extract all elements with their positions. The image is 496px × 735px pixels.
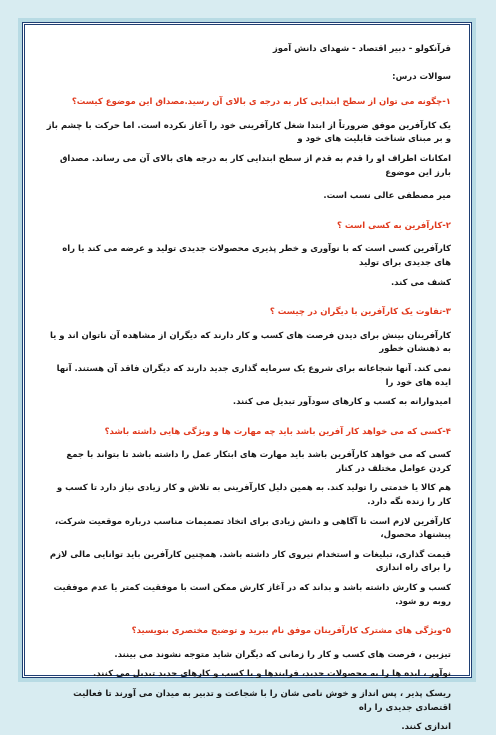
document-content — [43, 43, 451, 733]
answer-4-line-4: قیمت گذاری، تبلیغات و استخدام نیروی کار داشته باشد. همچنین کارآفرین باید توانایی مالی لازم را برای راه اندازی — [49, 549, 451, 574]
answer-3-line-3: امیدوارانه به کسب و کارهای سودآور تبدیل می کنند. — [232, 397, 451, 408]
answer-4-line-5: کسب و کارش داشته باشد و بداند که در آغاز کارش ممکن است با موفقیت کمتر یا عدم موفقیت روبه رو شود. — [53, 583, 451, 607]
answer-1-line-1: یک کارآفرین موفق ضرورتاً از ابتدا شغل کارآفرینی خود را آغاز نکرده است. اما حرکت با چشم باز و بر مبنای شناخت قابلیت های خود و — [46, 120, 451, 145]
question-4: ۴-کسی که می خواهد کار آفرین باشد باید چه مهارت ها و ویژگی هایی داشته باشد؟ — [104, 426, 451, 437]
answer-3-line-2: نمی کند. آنها شجاعانه برای شروع یک سرمایه گذاری جدید دارند که دیگران فاقد آن هستند. آنها ایده های خود را — [56, 363, 451, 388]
answer-2-line-1: کارآفرین کسی است که با نوآوری و خطر پذیری محصولات جدیدی تولید و عرضه می کند یا راه های جدیدی برای تولید — [62, 244, 451, 268]
question-2: ۲-کارآفرین به کسی است ؟ — [337, 220, 451, 231]
question-3: ۳-تفاوت یک کارآفرین با دیگران در چیست ؟ — [269, 307, 451, 318]
document-header: قرآنکولو - دبیر اقتصاد - شهدای دانش آموز — [272, 44, 451, 54]
document-page — [22, 22, 472, 733]
answer-3-line-1: کارآفرینان بینش برای دیدن فرصت های کسب و کار دارند که دیگران از مشاهده آن ناتوان اند و یا به ذهنشان خطور — [49, 330, 451, 355]
answer-4-line-1: کسی که می خواهد کارآفرین باشد باید مهارت های ابتکار عمل را داشته باشد تا بتواند با جمع کردن عوامل مختلف در کنار — [66, 450, 451, 474]
question-1: ۱-چگونه می توان از سطح ابتدایی کار به درجه ی بالای آن رسید.مصداق این موضوع کیست؟ — [71, 97, 451, 108]
answer-5-line-4: اندازی کنند. — [401, 722, 451, 733]
answer-4-line-3: کارآفرین لازم است تا آگاهی و دانش زیادی برای اتخاذ تصمیمات مناسب درباره موقعیت شرکت، پیشنهاد محصول، — [54, 516, 451, 541]
answer-5-line-1: تیزبین ، فرصت های کسب و کار را زمانی که دیگران شاید متوجه نشوند می بینند. — [114, 649, 451, 660]
answer-5-line-2: نوآور ، ایده ها را به محصولات جدید، فرایندها و یا کسب و کارهای جدید تبدیل می کنند. — [93, 669, 451, 680]
answer-1-line-2: امکانات اطراف او را قدم به قدم از سطح ابتدایی کار به درجه های بالای آن می رساند. مصداق بارز این موضوع — [59, 153, 451, 178]
section-title: سوالات درس: — [392, 71, 451, 82]
answer-4-line-2: هم کالا یا خدمتی را تولید کند. به همین دلیل کارآفرینی به تلاش و کار زیادی نیاز دارد تا کسب و کار را زنده نگه دارد. — [56, 483, 451, 508]
question-5: ۵-ویژگی های مشترک کارآفرینان موفق نام ببرید و توضیح مختصری بنویسید؟ — [131, 626, 451, 637]
answer-1-line-3: میر مصطفی عالی نسب است. — [323, 191, 451, 202]
answer-5-line-3: ریسک پذیر ، پس انداز و خوش نامی شان را با شجاعت و تدبیر به میدان می آورند تا فعالیت اقتصادی جدیدی را راه — [73, 689, 451, 713]
answer-2-line-2: کشف می کند. — [390, 277, 451, 288]
